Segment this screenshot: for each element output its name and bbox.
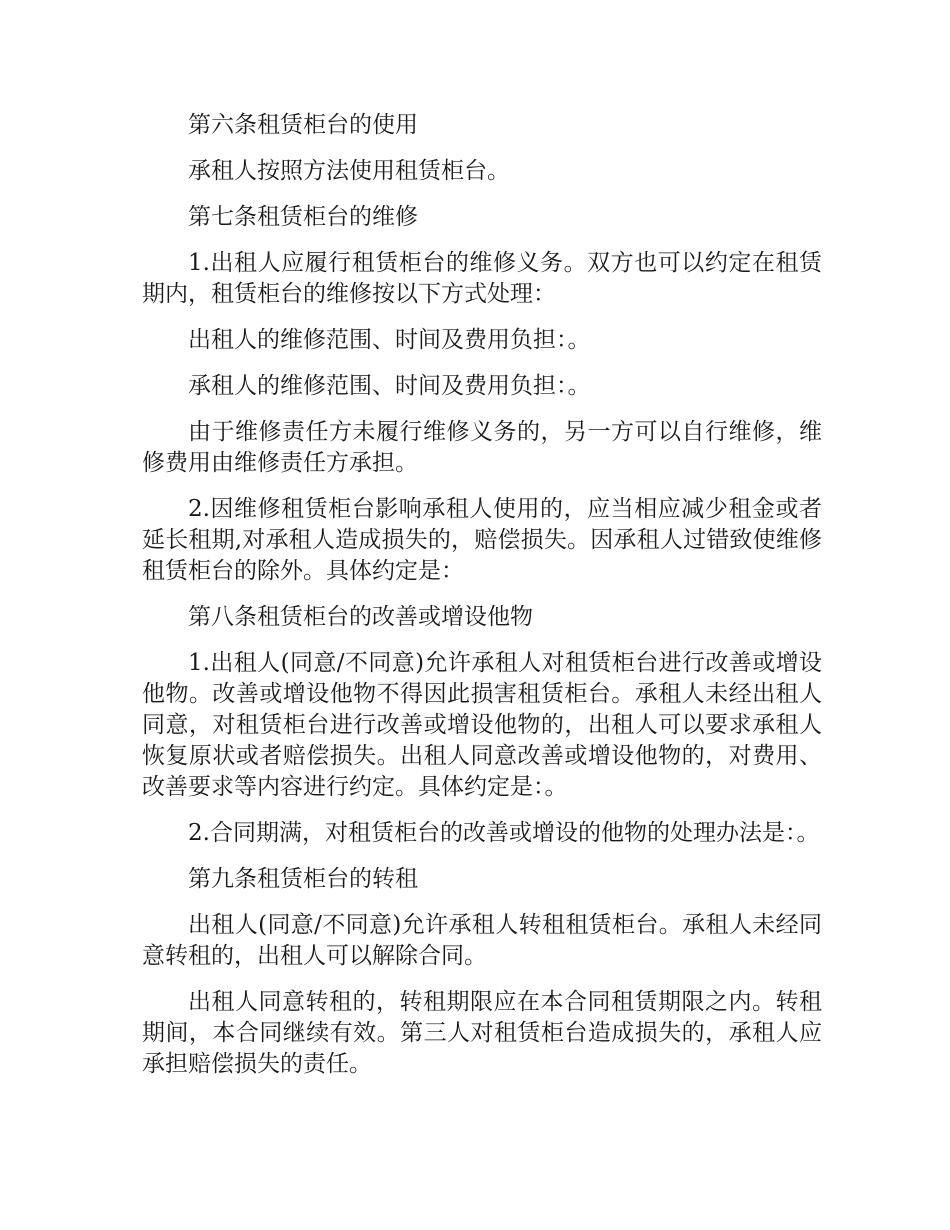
article-6-paragraph: 承租人按照方法使用租赁柜台。	[188, 158, 510, 184]
article-9-heading: 第九条租赁柜台的转租	[188, 866, 418, 892]
article-7-heading: 第七条租赁柜台的维修	[188, 204, 418, 230]
article-7-clause-2: 2.因维修租赁柜台影响承租人使用的，应当相应减少租金或者延长租期,对承租人造成损失的，赔偿损失。因承租人过错致使维修租赁柜台的除外。具体约定是：	[142, 496, 822, 584]
article-9-paragraph-2: 出租人同意转租的，转租期限应在本合同租赁期限之内。转租期间，本合同继续有效。第三人对租赁柜台造成损失的，承租人应承担赔偿损失的责任。	[142, 989, 822, 1077]
article-6-heading: 第六条租赁柜台的使用	[188, 112, 418, 138]
article-7-self-repair: 由于维修责任方未履行维修义务的，另一方可以自行维修，维修费用由维修责任方承担。	[142, 419, 822, 476]
article-8-clause-1: 1.出租人(同意/不同意)允许承租人对租赁柜台进行改善或增设他物。改善或增设他物不得因此损害租赁柜台。承租人未经出租人同意，对租赁柜台进行改善或增设他物的，出租人可以要求承租人恢复原状或者赔偿损失。出租人同意改善或增设他物的，对费用、改善要求等内容进行约定。具体约定是：。	[142, 650, 822, 800]
article-7-lessee-maintenance: 承租人的维修范围、时间及费用负担：。	[188, 373, 591, 399]
article-9-paragraph-1: 出租人(同意/不同意)允许承租人转租租赁柜台。承租人未经同意转租的，出租人可以解除合同。	[142, 912, 822, 969]
article-7-clause-1: 1.出租人应履行租赁柜台的维修义务。双方也可以约定在租赁期内，租赁柜台的维修按以下方式处理：	[142, 250, 822, 307]
document-body	[142, 110, 822, 1095]
article-7-lessor-maintenance: 出租人的维修范围、时间及费用负担：。	[188, 327, 591, 353]
article-8-heading: 第八条租赁柜台的改善或增设他物	[188, 604, 533, 630]
article-8-clause-2: 2.合同期满，对租赁柜台的改善或增设的他物的处理办法是：。	[188, 820, 820, 846]
